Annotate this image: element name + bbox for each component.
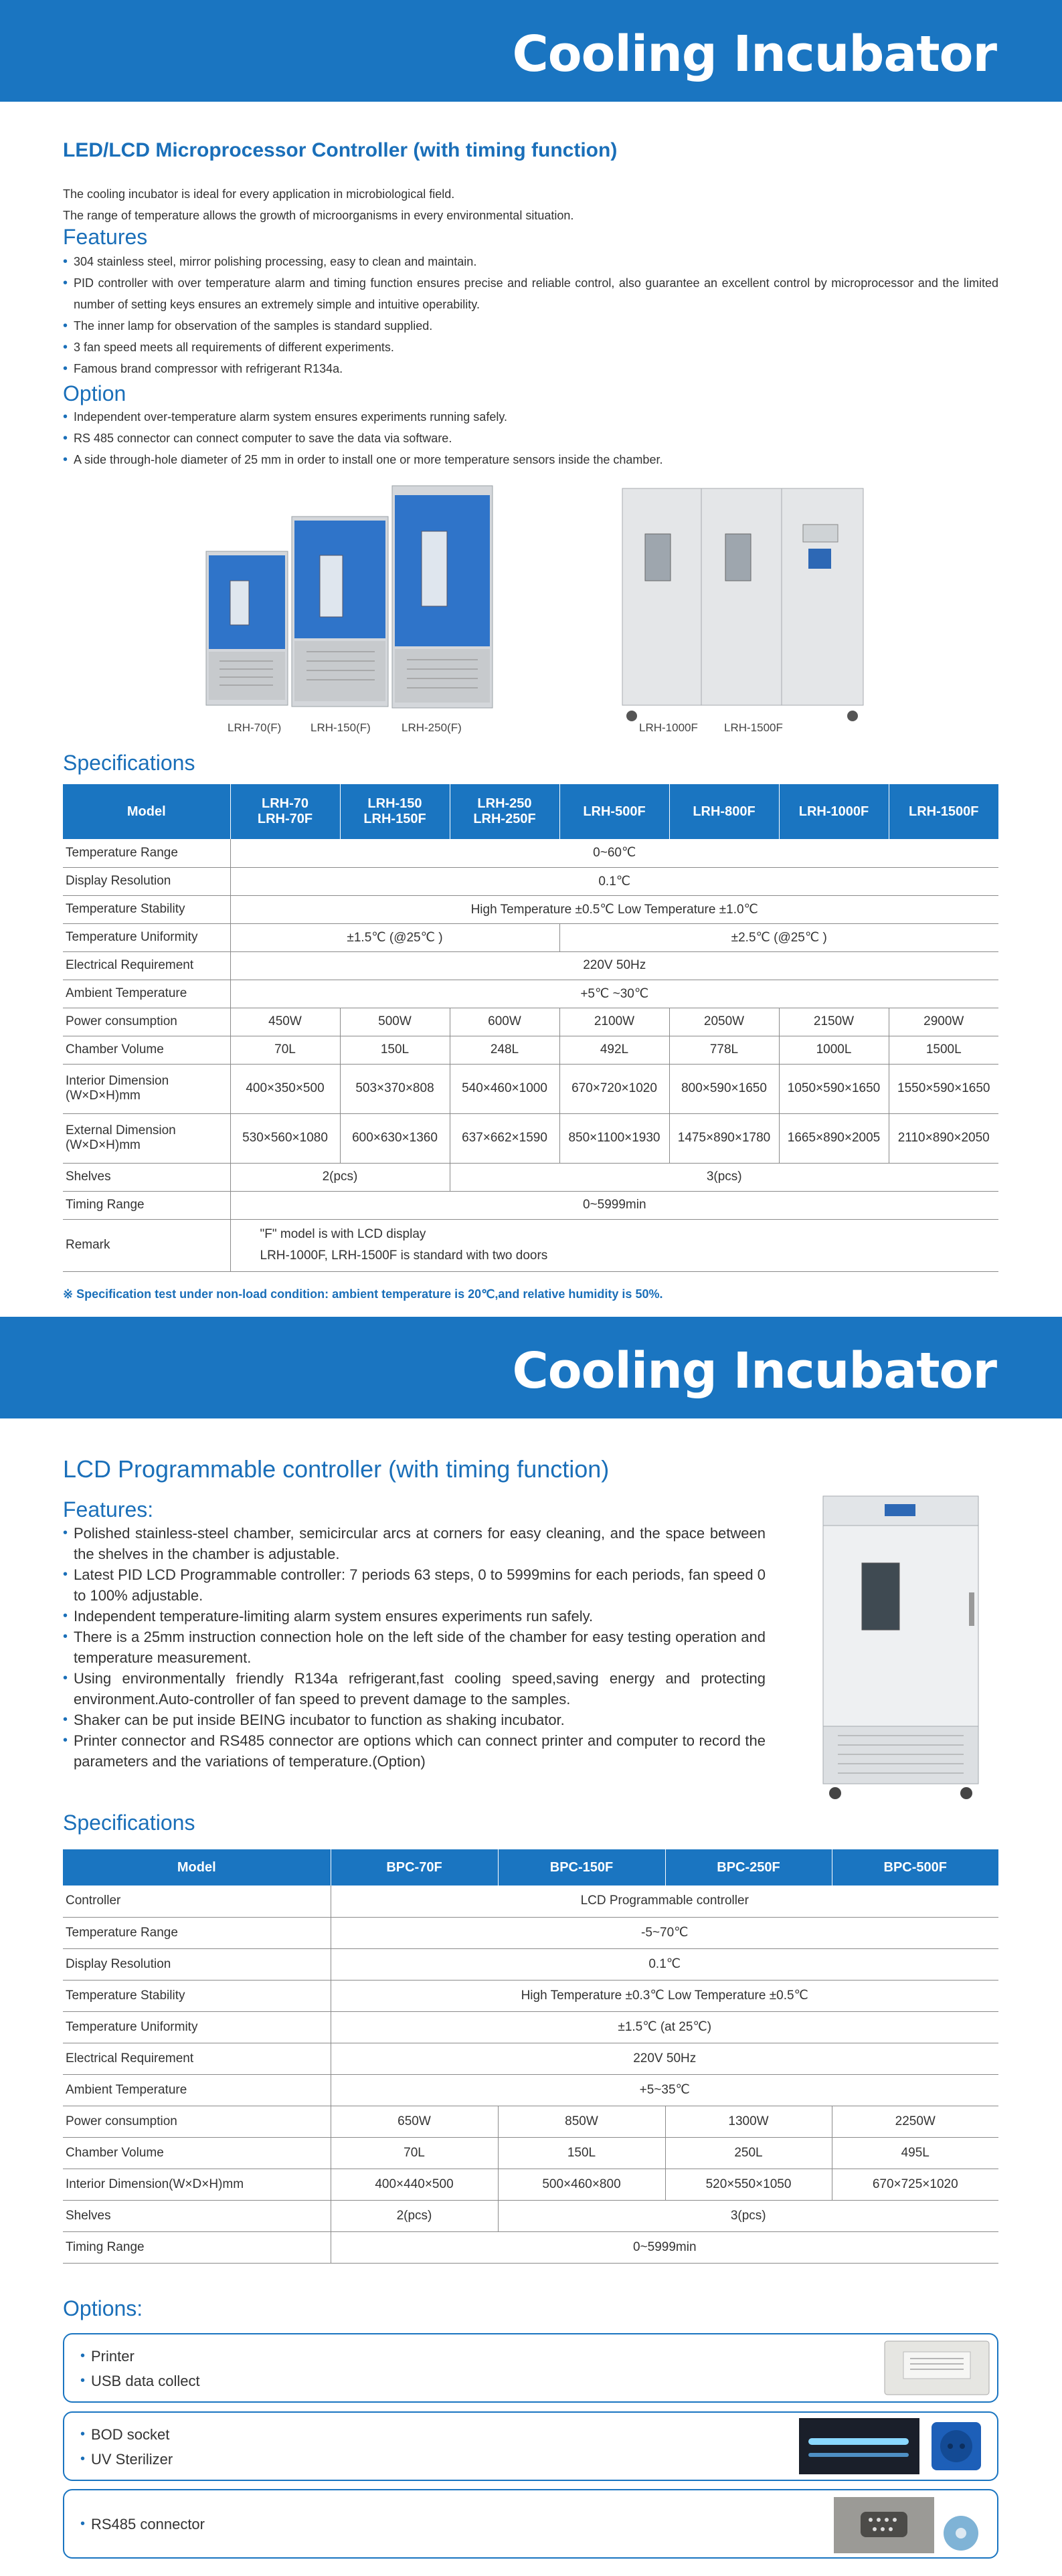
table-cell: 500×460×800 (498, 2169, 665, 2200)
spec-table-bpc (63, 1849, 998, 2264)
table-cell: 670×725×1020 (832, 2169, 998, 2200)
table-row (63, 1980, 998, 2011)
features-heading: Features (63, 225, 148, 249)
table-cell: 3(pcs) (450, 1163, 998, 1191)
intro-line: The cooling incubator is ideal for every application in microbiological field. (63, 187, 455, 201)
table-cell: 220V 50Hz (331, 2043, 998, 2074)
table-row (63, 2074, 998, 2106)
table-row (63, 2106, 998, 2137)
table-cell: 1500L (889, 1036, 998, 1064)
option-heading: Option (63, 381, 126, 405)
table-cell: 530×560×1080 (230, 1113, 340, 1163)
spec-footnote: ※ Specification test under non-load condition: ambient temperature is 20℃,and relative humidity is 50%. (63, 1287, 663, 1301)
list-item: • Independent over-temperature alarm system ensures experiments running safely. (63, 406, 998, 428)
banner-title: Cooling Incubator (512, 1342, 996, 1400)
option-list (80, 2344, 200, 2393)
table-cell: 600×630×1360 (340, 1113, 450, 1163)
column-header: BPC-150F (498, 1849, 665, 1885)
specifications-heading: Specifications (63, 751, 195, 775)
table-cell: 650W (331, 2106, 498, 2137)
table-cell: 2150W (779, 1008, 889, 1036)
table-cell: 778L (669, 1036, 779, 1064)
table-cell: ±2.5℃ (@25℃ ) (559, 923, 998, 951)
table-cell: 220V 50Hz (230, 951, 998, 980)
row-label: External Dimension (W×D×H)mm (63, 1113, 230, 1163)
table-row (63, 1008, 998, 1036)
table-row (63, 1113, 998, 1163)
table-cell: 248L (450, 1036, 559, 1064)
product-label: LRH-250(F) (402, 721, 462, 734)
table-row (63, 895, 998, 923)
list-item: • Famous brand compressor with refrigerant R134a. (63, 358, 998, 379)
row-label: Display Resolution (63, 867, 230, 895)
column-header: LRH-800F (669, 784, 779, 839)
table-cell: 503×370×808 (340, 1064, 450, 1113)
table-cell: 670×720×1020 (559, 1064, 669, 1113)
list-item: • Latest PID LCD Programmable controller: 7 periods 63 steps, 0 to 5999mins for each periods, fan speed 0 to 100% adjustable. (63, 1564, 766, 1606)
column-header: BPC-250F (665, 1849, 832, 1885)
table-row (63, 839, 998, 867)
table-cell: 2900W (889, 1008, 998, 1036)
table-cell: 250L (665, 2137, 832, 2169)
list-item: • UV Sterilizer (80, 2447, 173, 2472)
table-cell: ±1.5℃ (at 25℃) (331, 2011, 998, 2043)
row-label: Power consumption (63, 2106, 331, 2137)
intro-line: The range of temperature allows the growth of microorganisms in every environmental situation. (63, 209, 574, 222)
table-cell: 0.1℃ (331, 1948, 998, 1980)
table-cell: 850×1100×1930 (559, 1113, 669, 1163)
options-heading: Options: (63, 2296, 143, 2320)
table-cell: 2250W (832, 2106, 998, 2137)
column-header: LRH-250 LRH-250F (450, 784, 559, 839)
table-cell: 400×440×500 (331, 2169, 498, 2200)
row-label: Interior Dimension(W×D×H)mm (63, 2169, 331, 2200)
list-item: • Printer connector and RS485 connector are options which can connect printer and computer to record the parameters and the variations of temperature.(Option) (63, 1730, 766, 1772)
product-label: LRH-1000F (639, 721, 698, 734)
option-box-bod (63, 2411, 998, 2481)
row-label: Display Resolution (63, 1948, 331, 1980)
table-cell: 800×590×1650 (669, 1064, 779, 1113)
section-subtitle: LED/LCD Microprocessor Controller (with timing function) (63, 139, 618, 161)
table-cell: 2100W (559, 1008, 669, 1036)
table-cell: 70L (331, 2137, 498, 2169)
table-cell: 0.1℃ (230, 867, 998, 895)
socket-icon (926, 2418, 986, 2474)
spec-table-lrh (63, 784, 998, 1272)
table-cell: 500W (340, 1008, 450, 1036)
table-row (63, 923, 998, 951)
row-label: Temperature Uniformity (63, 2011, 331, 2043)
table-cell: 0~5999min (331, 2231, 998, 2263)
row-label: Timing Range (63, 1191, 230, 1219)
row-label: Ambient Temperature (63, 980, 230, 1008)
list-item: • There is a 25mm instruction connection hole on the left side of the chamber for easy testing operation and temperature measurement. (63, 1627, 766, 1668)
product-label: LRH-1500F (724, 721, 783, 734)
table-cell: LCD Programmable controller (331, 1885, 998, 1917)
table-cell: 1665×890×2005 (779, 1113, 889, 1163)
table-row (63, 2137, 998, 2169)
row-label: Remark (63, 1219, 230, 1271)
list-item: • 304 stainless steel, mirror polishing processing, easy to clean and maintain. (63, 251, 998, 272)
row-label: Temperature Uniformity (63, 923, 230, 951)
table-cell: +5~35℃ (331, 2074, 998, 2106)
option-list (63, 406, 998, 470)
table-cell: 3(pcs) (498, 2200, 998, 2231)
table-cell: 1300W (665, 2106, 832, 2137)
table-cell: 2050W (669, 1008, 779, 1036)
row-label: Interior Dimension (W×D×H)mm (63, 1064, 230, 1113)
table-row (63, 1191, 998, 1219)
table-cell: 1475×890×1780 (669, 1113, 779, 1163)
row-label: Temperature Range (63, 1917, 331, 1948)
option-box-rs485 (63, 2489, 998, 2559)
table-cell: High Temperature ±0.3℃ Low Temperature ±0.5℃ (331, 1980, 998, 2011)
table-cell: 1550×590×1650 (889, 1064, 998, 1113)
list-item: • Using environmentally friendly R134a refrigerant,fast cooling speed,saving energy and protecting environment.Auto-controller of fan speed to prevent damage to the samples. (63, 1668, 766, 1710)
table-row (63, 951, 998, 980)
product-label: LRH-150(F) (311, 721, 371, 734)
table-cell: 495L (832, 2137, 998, 2169)
row-label: Electrical Requirement (63, 2043, 331, 2074)
table-row (63, 980, 998, 1008)
table-cell: 70L (230, 1036, 340, 1064)
table-cell: 540×460×1000 (450, 1064, 559, 1113)
table-cell: 637×662×1590 (450, 1113, 559, 1163)
table-cell: ±1.5℃ (@25℃ ) (230, 923, 559, 951)
specifications-heading: Specifications (63, 1811, 195, 1835)
column-header: LRH-1000F (779, 784, 889, 839)
row-label: Chamber Volume (63, 1036, 230, 1064)
column-header: Model (63, 1849, 331, 1885)
table-row (63, 1064, 998, 1113)
table-row (63, 2011, 998, 2043)
table-row (63, 2231, 998, 2263)
column-header: LRH-500F (559, 784, 669, 839)
table-row (63, 1219, 998, 1271)
list-item: • Printer (80, 2344, 200, 2369)
list-item: • RS 485 connector can connect computer to save the data via software. (63, 428, 998, 449)
table-cell: High Temperature ±0.5℃ Low Temperature ±1.0℃ (230, 895, 998, 923)
features-list (63, 251, 998, 379)
table-cell: 400×350×500 (230, 1064, 340, 1113)
list-item: • Independent temperature-limiting alarm system ensures experiments run safely. (63, 1606, 766, 1627)
section-subtitle: LCD Programmable controller (with timing function) (63, 1455, 610, 1483)
row-label: Ambient Temperature (63, 2074, 331, 2106)
list-item: • The inner lamp for observation of the samples is standard supplied. (63, 315, 998, 337)
table-row (63, 2200, 998, 2231)
table-cell: 2110×890×2050 (889, 1113, 998, 1163)
table-row (63, 1036, 998, 1064)
table-cell: 0~5999min (230, 1191, 998, 1219)
row-label: Temperature Range (63, 839, 230, 867)
table-cell: 450W (230, 1008, 340, 1036)
table-cell: -5~70℃ (331, 1917, 998, 1948)
table-row (63, 1163, 998, 1191)
table-cell: 492L (559, 1036, 669, 1064)
list-item: • Polished stainless-steel chamber, semicircular arcs at corners for easy cleaning, and the space between the shelves in the chamber is adjustable. (63, 1523, 766, 1564)
column-header: BPC-70F (331, 1849, 498, 1885)
intro-text (63, 183, 573, 226)
list-item: • PID controller with over temperature alarm and timing function ensures precise and reliable control, also guarantee an excellent control by microprocessor and the limited number of setting keys ensures an extremely simple and intuitive operability. (63, 272, 998, 315)
header-banner (0, 1317, 1062, 1418)
option-list (80, 2512, 205, 2537)
row-label: Power consumption (63, 1008, 230, 1036)
table-cell: 150L (498, 2137, 665, 2169)
row-label: Shelves (63, 2200, 331, 2231)
list-item: • BOD socket (80, 2422, 173, 2447)
list-item: • Shaker can be put inside BEING incubator to function as shaking incubator. (63, 1710, 766, 1730)
table-cell: 850W (498, 2106, 665, 2137)
column-header: LRH-70 LRH-70F (230, 784, 340, 839)
table-cell: +5℃ ~30℃ (230, 980, 998, 1008)
features-list (63, 1523, 766, 1772)
list-item: • A side through-hole diameter of 25 mm in order to install one or more temperature sensors inside the chamber. (63, 449, 998, 470)
row-label: Shelves (63, 1163, 230, 1191)
rs485-connector-icon (834, 2496, 988, 2555)
column-header: Model (63, 784, 230, 839)
product-label: LRH-70(F) (228, 721, 282, 734)
header-banner (0, 0, 1062, 102)
table-row (63, 1885, 998, 1917)
table-cell: 0~60℃ (230, 839, 998, 867)
remark-cell: "F" model is with LCD display LRH-1000F, LRH-1500F is standard with two doors (230, 1219, 998, 1271)
table-cell: 1000L (779, 1036, 889, 1064)
row-label: Timing Range (63, 2231, 331, 2263)
table-cell: 600W (450, 1008, 559, 1036)
table-header-row (63, 784, 998, 839)
list-item: • RS485 connector (80, 2512, 205, 2537)
table-cell: 2(pcs) (230, 1163, 450, 1191)
row-label: Electrical Requirement (63, 951, 230, 980)
row-label: Controller (63, 1885, 331, 1917)
column-header: BPC-500F (832, 1849, 998, 1885)
list-item: • USB data collect (80, 2369, 200, 2393)
features-heading: Features: (63, 1497, 154, 1522)
row-label: Chamber Volume (63, 2137, 331, 2169)
table-cell: 150L (340, 1036, 450, 1064)
table-row (63, 867, 998, 895)
option-box-printer (63, 2333, 998, 2403)
table-row (63, 2043, 998, 2074)
table-row (63, 1948, 998, 1980)
table-cell: 1050×590×1650 (779, 1064, 889, 1113)
printer-icon (881, 2338, 993, 2397)
uv-lamp-icon (799, 2418, 919, 2474)
table-header-row (63, 1849, 998, 1885)
table-cell: 2(pcs) (331, 2200, 498, 2231)
table-cell: 520×550×1050 (665, 2169, 832, 2200)
row-label: Temperature Stability (63, 1980, 331, 2011)
table-row (63, 2169, 998, 2200)
column-header: LRH-150 LRH-150F (340, 784, 450, 839)
banner-title: Cooling Incubator (512, 25, 996, 83)
row-label: Temperature Stability (63, 895, 230, 923)
table-row (63, 1917, 998, 1948)
list-item: • 3 fan speed meets all requirements of different experiments. (63, 337, 998, 358)
column-header: LRH-1500F (889, 784, 998, 839)
option-list (80, 2422, 173, 2472)
